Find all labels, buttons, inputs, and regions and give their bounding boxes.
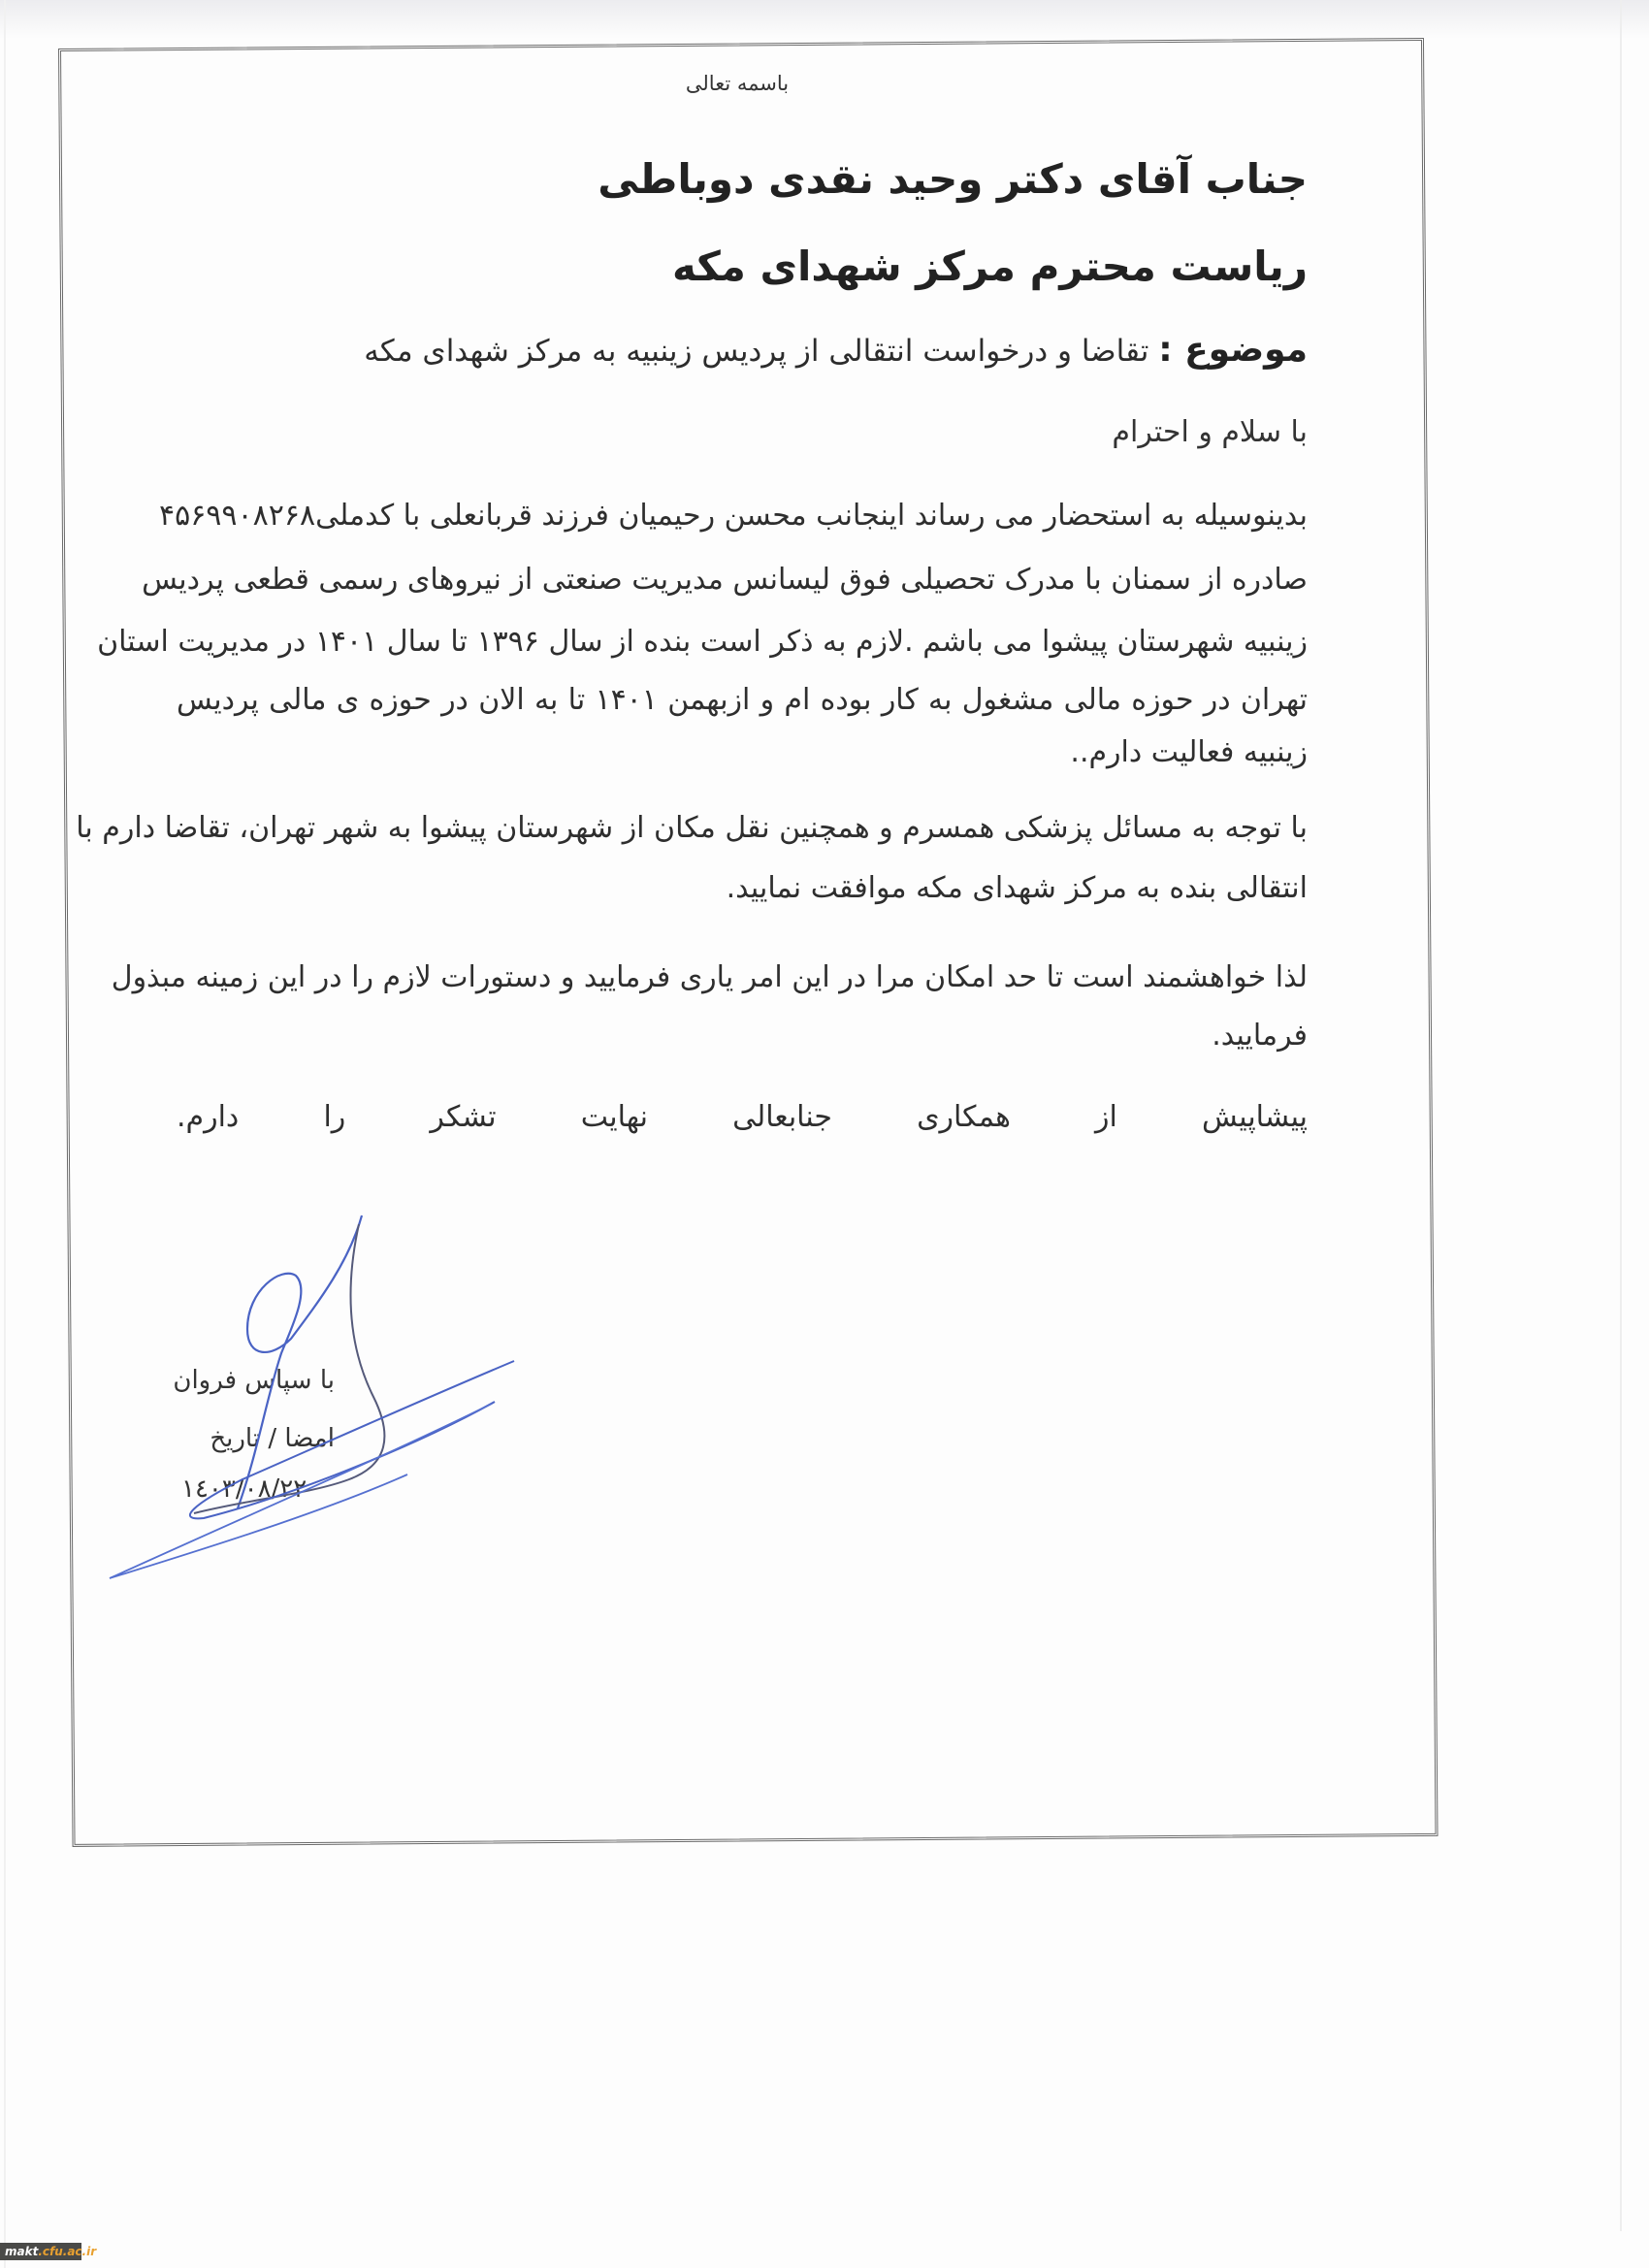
paragraph-line: تهران در حوزه مالی مشغول به کار بوده ام و ازبهمن ۱۴۰۱ تا به الان در حوزه ی مالی پردیس	[177, 683, 1309, 717]
paragraph-line: فرمایید.	[1212, 1019, 1308, 1053]
paragraph-line: زینبیه شهرستان پیشوا می باشم .لازم به ذکر است بنده از سال ۱۳۹۶ تا سال ۱۴۰۱ در مدیریت استان	[97, 625, 1308, 659]
recipient-title: ریاست محترم مرکز شهدای مکه	[671, 243, 1308, 290]
subject-text: تقاضا و درخواست انتقالی از پردیس زینبیه به مرکز شهدای مکه	[364, 334, 1149, 369]
watermark-badge	[0, 2243, 97, 2260]
page-border-frame	[58, 38, 1439, 1847]
subject-line	[364, 330, 1308, 370]
letter-date: ١٤٠٣/٠٨/٢٢	[181, 1474, 307, 1504]
scan-shadow-top	[0, 0, 1649, 39]
watermark-prefix: makt	[5, 2245, 39, 2258]
paragraph-line: با توجه به مسائل پزشکی همسرم و همچنین نقل مکان از شهرستان پیشوا به شهر تهران، تقاضا دارم با	[76, 811, 1308, 845]
recipient-name: جناب آقای دکتر وحید نقدی دوباطی	[598, 155, 1308, 203]
paragraph-line: لذا خواهشمند است تا حد امکان مرا در این امر یاری فرمایید و دستورات لازم را در این زمینه مبذول	[111, 960, 1308, 994]
watermark-domain: .cfu.ac.ir	[38, 2245, 97, 2258]
thanks-line: پیشاپیش از همکاری جنابعالی نهایت تشکر را دارم.	[177, 1100, 1308, 1134]
paragraph-line: صادره از سمنان با مدرک تحصیلی فوق لیسانس مدیریت صنعتی از نیروهای رسمی قطعی پردیس	[142, 563, 1308, 597]
greeting: با سلام و احترام	[1112, 415, 1308, 449]
closing-phrase: با سپاس فروان	[173, 1366, 335, 1395]
subject-label: موضوع :	[1158, 330, 1308, 370]
scan-edge-left	[4, 0, 6, 2268]
signature-date-label: امضا / تاریخ	[210, 1424, 335, 1453]
invocation-heading: باسمه تعالی	[685, 72, 790, 95]
paragraph-line: انتقالی بنده به مرکز شهدای مکه موافقت نمایید.	[726, 871, 1308, 905]
paragraph-line: بدینوسیله به استحضار می رساند اینجانب محسن رحیمیان فرزند قربانعلی با کدملی۴۵۶۹۹۰۸۲۶۸	[158, 499, 1308, 533]
scan-edge-right	[1620, 0, 1622, 2231]
paragraph-line: زینبیه فعالیت دارم..	[1070, 735, 1308, 769]
